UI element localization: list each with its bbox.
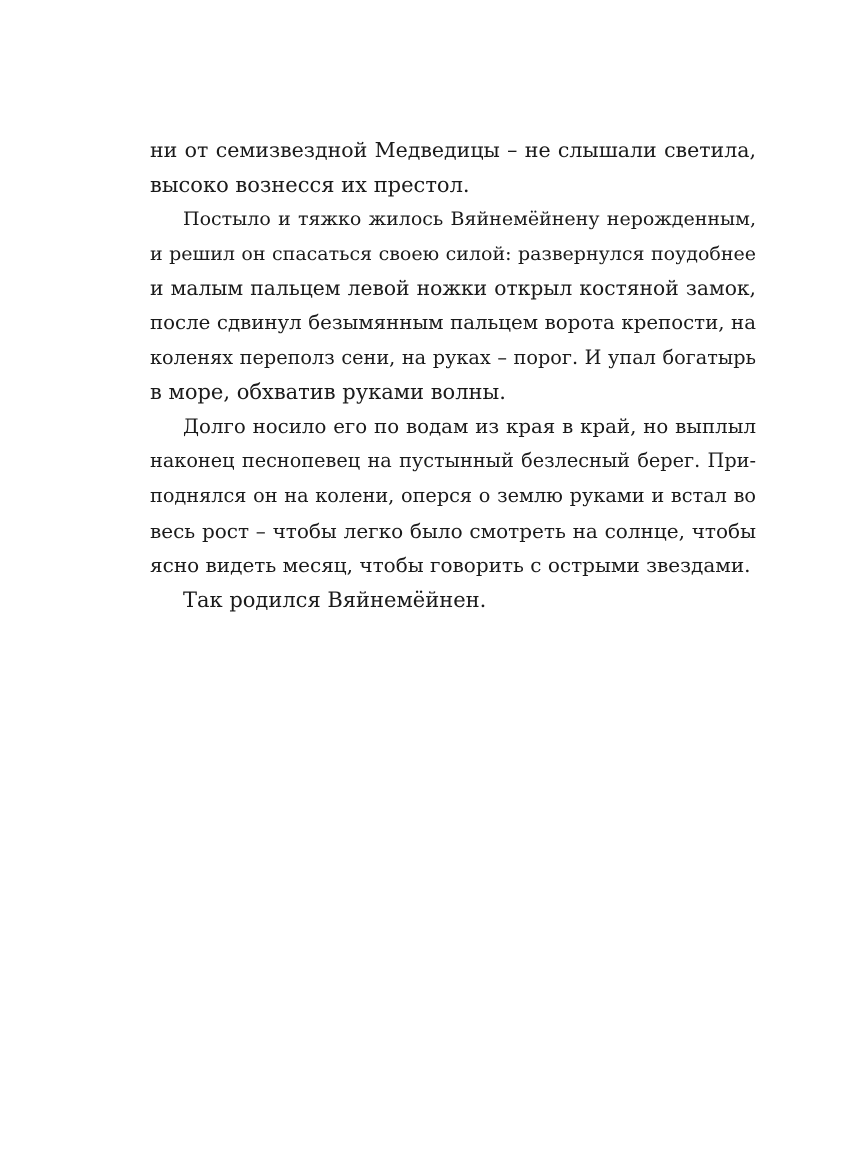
text-line: ясно видеть месяц, чтобы говорить с острыми звездами.	[150, 553, 751, 578]
text-line: и решил он спасаться своею силой: развернулся поудобнее	[150, 242, 756, 265]
text-line: Долго носило его по водам из края в край, но выплыл	[183, 414, 756, 438]
text-block	[150, 133, 756, 617]
text-line: Так родился Вяйнемёйнен.	[183, 587, 487, 612]
paragraph-4	[150, 583, 756, 618]
text-line: и малым пальцем левой ножки открыл костяной замок,	[150, 276, 756, 301]
text-line: поднялся он на колени, оперся о землю руками и встал во	[150, 483, 756, 507]
paragraph-1	[150, 133, 756, 202]
text-line: в море, обхватив руками волны.	[150, 380, 506, 405]
text-line: Постыло и тяжко жилось Вяйнемёйнену нерожденным,	[183, 208, 756, 231]
text-line: весь рост – чтобы легко было смотреть на солнце, чтобы	[150, 518, 756, 543]
text-line: после сдвинул безымянным пальцем ворота крепости, на	[150, 310, 756, 334]
text-line: высоко вознесся их престол.	[150, 172, 470, 197]
paragraph-3	[150, 410, 756, 583]
paragraph-2	[150, 202, 756, 410]
text-line: наконец песнопевец на пустынный безлесный берег. При-	[150, 449, 756, 473]
text-line: коленях переполз сени, на руках – порог. И упал богатырь	[150, 345, 756, 369]
text-line: ни от семизвездной Медведицы – не слышали светила,	[150, 138, 756, 162]
